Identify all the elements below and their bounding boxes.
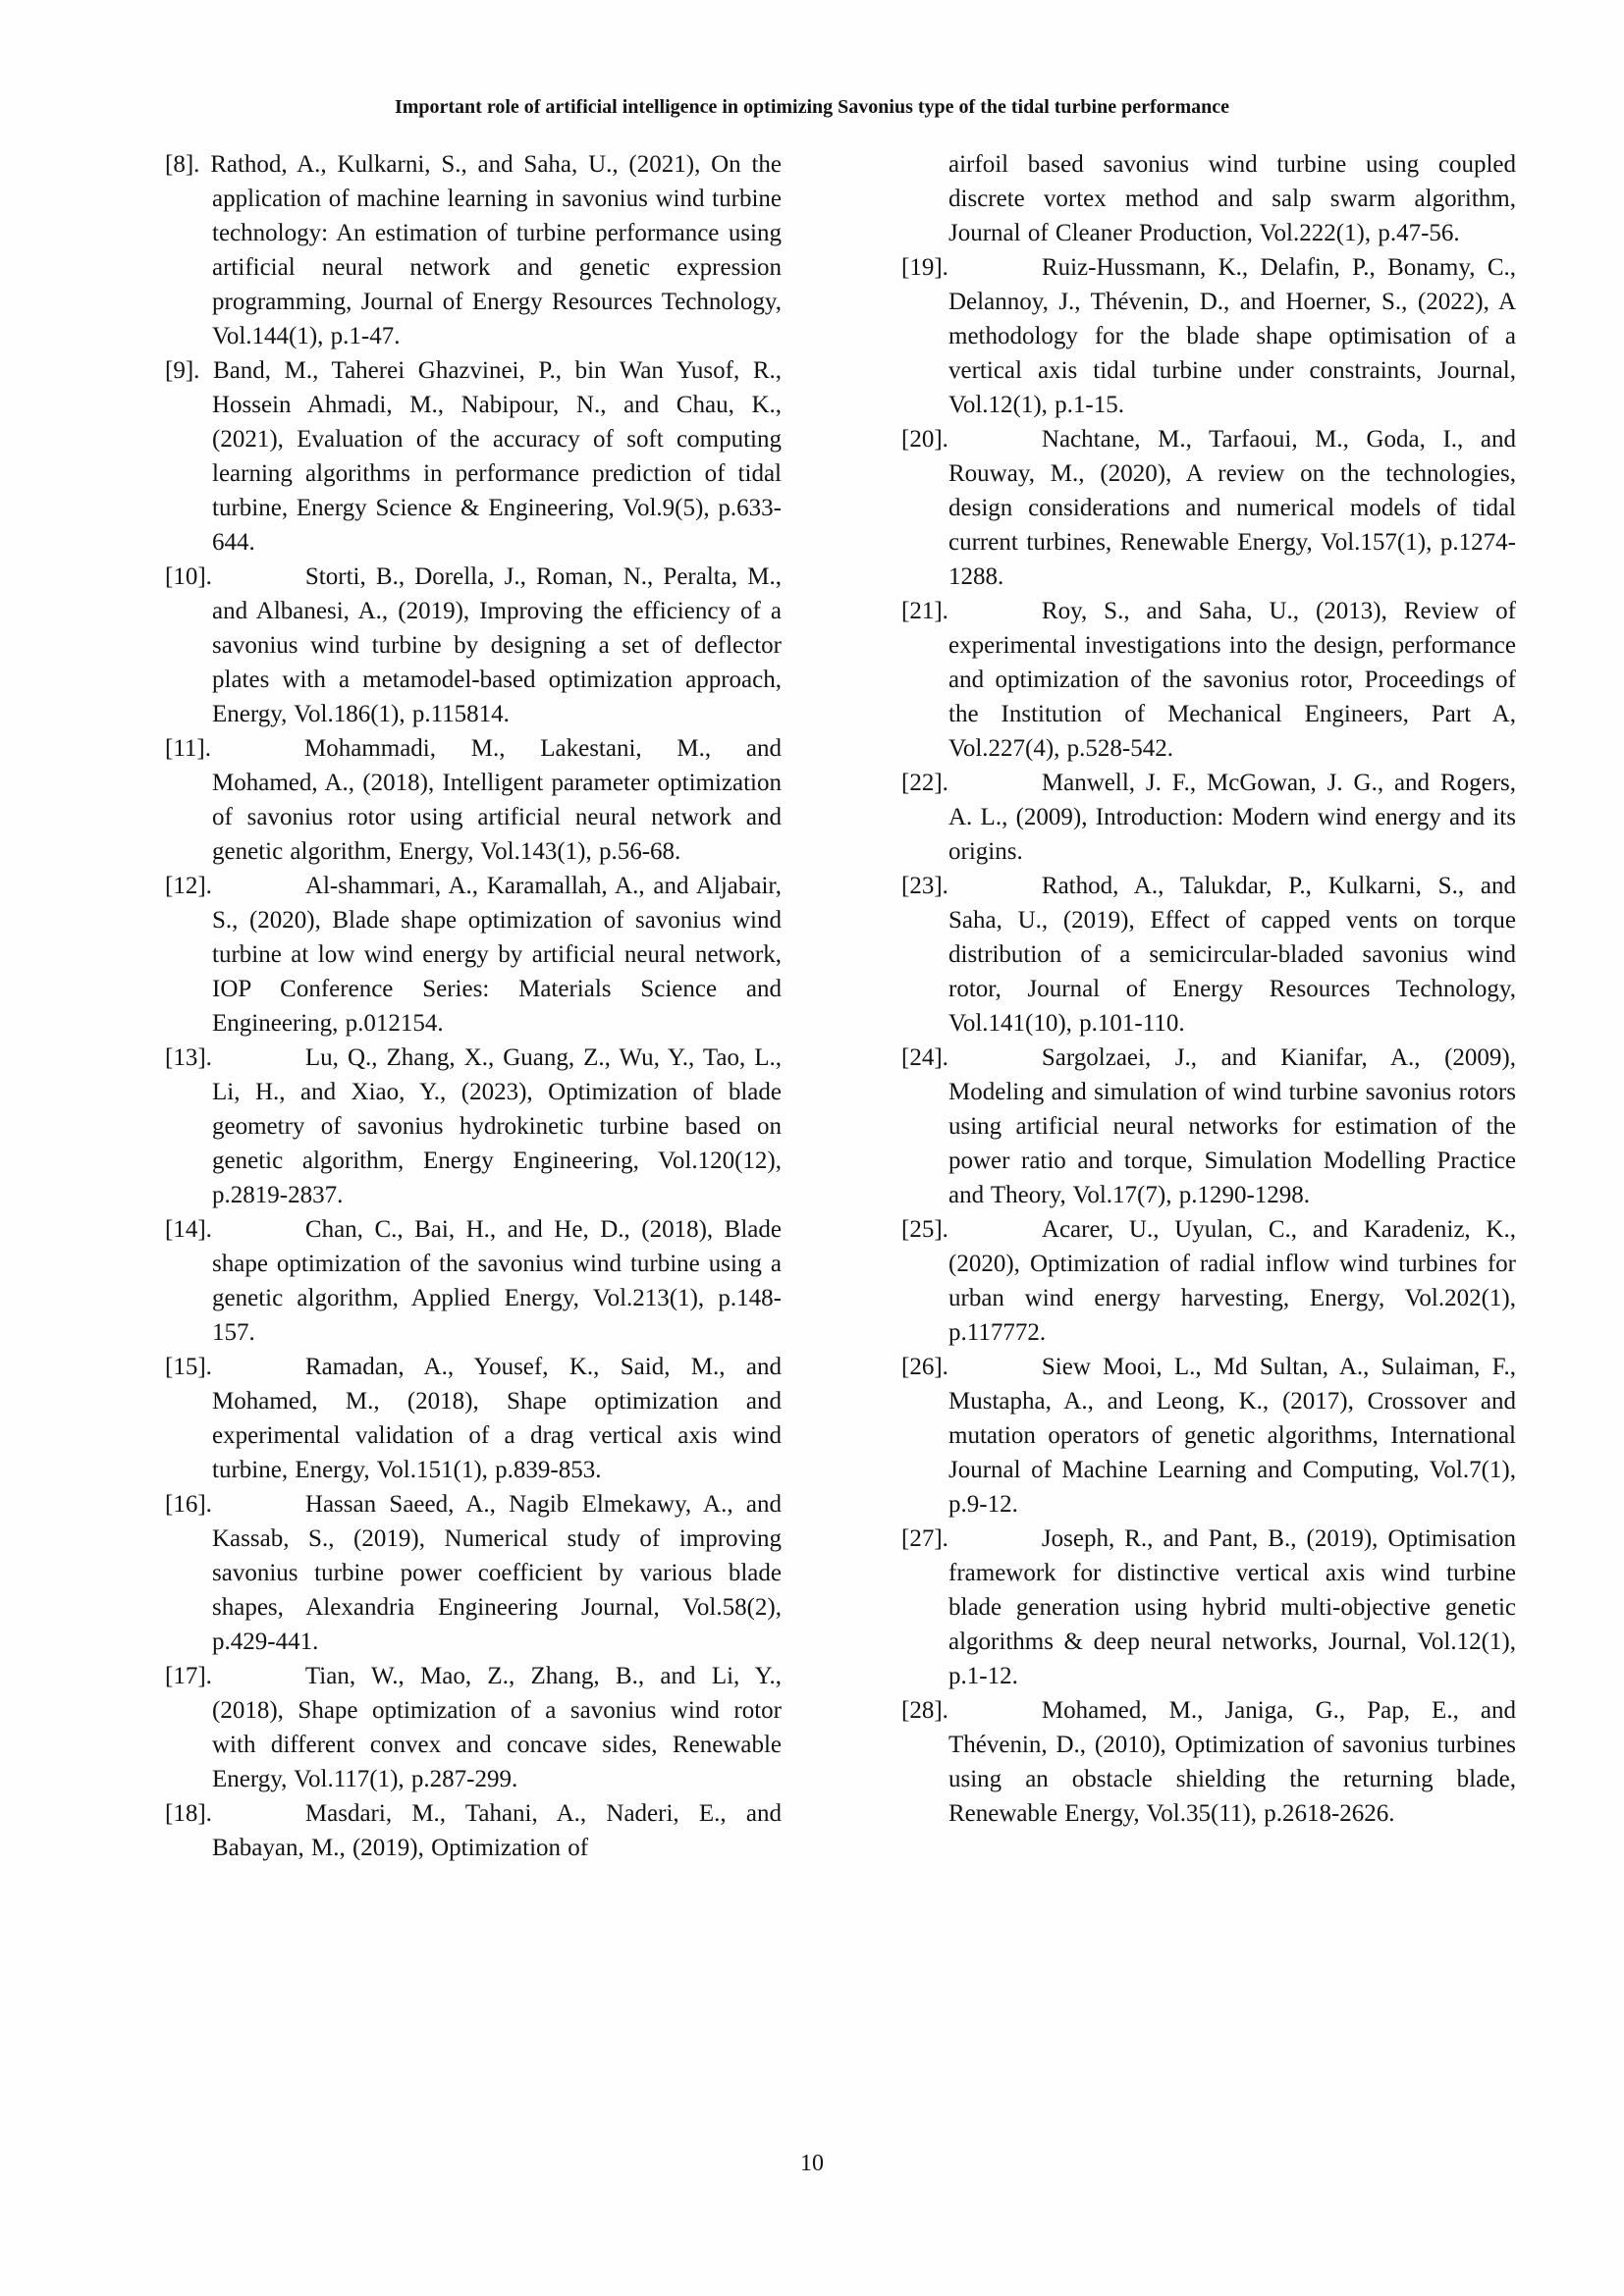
references-column-right — [901, 147, 1516, 1831]
reference-item — [165, 1487, 782, 1659]
page-number: 10 — [800, 2151, 824, 2176]
reference-item — [901, 869, 1516, 1041]
reference-number: [27]. — [901, 1525, 948, 1552]
reference-text: Acarer, U., Uyulan, C., and Karadeniz, K., (2020), Optimization of radial inflow wind turbines for urban wind energy harvesting, Energy, Vol.202(1), p.117772. — [948, 1216, 1516, 1346]
tab-spacer — [211, 755, 304, 756]
reference-number: [26]. — [901, 1354, 948, 1380]
reference-item — [165, 1796, 782, 1865]
tab-spacer — [948, 617, 1042, 618]
reference-text: Rathod, A., Talukdar, P., Kulkarni, S., and Saha, U., (2019), Effect of capped vents on torque distribution of a semicircular-bladed savonius wind rotor, Journal of Energy Resources Technology, Vol.141(10), p.101-110. — [948, 873, 1516, 1037]
reference-text: Ramadan, A., Yousef, K., Said, M., and Mohamed, M., (2018), Shape optimization and experimental validation of a drag vertical axis wind turbine, Energy, Vol.151(1), p.839-853. — [212, 1354, 782, 1483]
tab-spacer — [948, 274, 1042, 275]
reference-item — [165, 731, 782, 869]
reference-number: [11]. — [165, 735, 211, 762]
reference-text: Hassan Saeed, A., Nagib Elmekawy, A., and Kassab, S., (2019), Numerical study of improving savonius turbine power coefficient by various blade shapes, Alexandria Engineering Journal, Vol.58(2), p.429-441. — [212, 1491, 782, 1655]
reference-number: [16]. — [165, 1491, 212, 1518]
reference-number: [8]. — [165, 151, 200, 178]
tab-spacer — [212, 1064, 305, 1065]
reference-item — [901, 422, 1516, 594]
reference-text: Ruiz-Hussmann, K., Delafin, P., Bonamy, C., Delannoy, J., Thévenin, D., and Hoerner, S., (2022), A methodology for the blade shape optimisation of a vertical axis tidal turbine under constraints, Journal, Vol.12(1), p.1-15. — [948, 254, 1516, 418]
reference-text: Nachtane, M., Tarfaoui, M., Goda, I., and Rouway, M., (2020), A review on the technologies, design considerations and numerical models of tidal current turbines, Renewable Energy, Vol.157(1), p.1274-1288. — [948, 426, 1516, 590]
reference-text: Mohammadi, M., Lakestani, M., and Mohamed, A., (2018), Intelligent parameter optimization of savonius rotor using artificial neural network and genetic algorithm, Energy, Vol.143(1), p.56-68. — [212, 735, 782, 865]
tab-spacer — [948, 892, 1042, 893]
tab-spacer — [212, 583, 305, 584]
reference-number: [9]. — [165, 357, 200, 384]
reference-item — [165, 147, 782, 353]
reference-text: Sargolzaei, J., and Kianifar, A., (2009), Modeling and simulation of wind turbine savonius rotors using artificial neural networks for estimation of the power ratio and torque, Simulation Modelling Practice and Theory, Vol.17(7), p.1290-1298. — [948, 1044, 1516, 1208]
reference-item — [901, 147, 1516, 250]
reference-number: [18]. — [165, 1800, 212, 1827]
reference-number: [23]. — [901, 873, 948, 899]
reference-text: Chan, C., Bai, H., and He, D., (2018), Blade shape optimization of the savonius wind turbine using a genetic algorithm, Applied Energy, Vol.213(1), p.148-157. — [212, 1216, 782, 1346]
reference-text: Storti, B., Dorella, J., Roman, N., Peralta, M., and Albanesi, A., (2019), Improving the efficiency of a savonius wind turbine by designing a set of deflector plates with a metamodel-based optimization approach, Energy, Vol.186(1), p.115814. — [212, 563, 782, 727]
tab-spacer — [948, 1373, 1042, 1374]
reference-item — [165, 560, 782, 731]
reference-item — [165, 353, 782, 560]
reference-item — [165, 1041, 782, 1212]
reference-text: Rathod, A., Kulkarni, S., and Saha, U., (2021), On the application of machine learning in savonius wind turbine technology: An estimation of turbine performance using artificial neural network and genetic expression programming, Journal of Energy Resources Technology, Vol.144(1), p.1-47. — [199, 151, 782, 349]
reference-item — [901, 1350, 1516, 1522]
tab-spacer — [212, 892, 305, 893]
reference-text: Joseph, R., and Pant, B., (2019), Optimisation framework for distinctive vertical axis wind turbine blade generation using hybrid multi-objective genetic algorithms & deep neural networks, Journal, Vol.12(1), p.1-12. — [948, 1525, 1516, 1689]
reference-item — [901, 766, 1516, 869]
reference-text: Manwell, J. F., McGowan, J. G., and Rogers, A. L., (2009), Introduction: Modern wind energy and its origins. — [948, 770, 1516, 865]
reference-item — [901, 1693, 1516, 1831]
reference-text: Band, M., Taherei Ghazvinei, P., bin Wan Yusof, R., Hossein Ahmadi, M., Nabipour, N., and Chau, K., (2021), Evaluation of the accuracy of soft computing learning algorithms in performance prediction of tidal turbine, Energy Science & Engineering, Vol.9(5), p.633-644. — [199, 357, 782, 556]
reference-item — [901, 1522, 1516, 1693]
reference-number: [21]. — [901, 598, 948, 624]
reference-item — [165, 869, 782, 1041]
reference-text: Mohamed, M., Janiga, G., Pap, E., and Thévenin, D., (2010), Optimization of savonius turbines using an obstacle shielding the returning blade, Renewable Energy, Vol.35(11), p.2618-2626. — [948, 1697, 1516, 1827]
reference-number: [20]. — [901, 426, 948, 453]
reference-number: [17]. — [165, 1663, 212, 1689]
reference-number: [12]. — [165, 873, 212, 899]
tab-spacer — [948, 1236, 1042, 1237]
reference-item — [901, 594, 1516, 766]
tab-spacer — [948, 446, 1042, 447]
tab-spacer — [212, 1373, 305, 1374]
tab-spacer — [948, 1064, 1042, 1065]
reference-text: Siew Mooi, L., Md Sultan, A., Sulaiman, F., Mustapha, A., and Leong, K., (2017), Crossover and mutation operators of genetic algorithms, International Journal of Machine Learning and Computing, Vol.7(1), p.9-12. — [948, 1354, 1516, 1518]
tab-spacer — [212, 1682, 305, 1683]
reference-text: Tian, W., Mao, Z., Zhang, B., and Li, Y., (2018), Shape optimization of a savonius wind rotor with different convex and concave sides, Renewable Energy, Vol.117(1), p.287-299. — [212, 1663, 782, 1792]
reference-text: airfoil based savonius wind turbine using coupled discrete vortex method and salp swarm algorithm, Journal of Cleaner Production, Vol.222(1), p.47-56. — [948, 151, 1516, 246]
tab-spacer — [948, 789, 1042, 790]
reference-number: [24]. — [901, 1044, 948, 1071]
tab-spacer — [212, 1511, 305, 1512]
reference-number: [28]. — [901, 1697, 948, 1724]
reference-text: Roy, S., and Saha, U., (2013), Review of experimental investigations into the design, performance and optimization of the savonius rotor, Proceedings of the Institution of Mechanical Engineers, Part A, Vol.227(4), p.528-542. — [948, 598, 1516, 762]
reference-item — [165, 1350, 782, 1487]
reference-number: [13]. — [165, 1044, 212, 1071]
reference-item — [901, 250, 1516, 422]
reference-number: [14]. — [165, 1216, 212, 1243]
reference-number: [25]. — [901, 1216, 948, 1243]
reference-number: [19]. — [901, 254, 948, 281]
reference-item — [165, 1212, 782, 1350]
reference-text: Al-shammari, A., Karamallah, A., and Aljabair, S., (2020), Blade shape optimization of savonius wind turbine at low wind energy by artificial neural network, IOP Conference Series: Materials Science and Engineering, p.012154. — [212, 873, 782, 1037]
references-column-left — [165, 147, 782, 1865]
running-head: Important role of artificial intelligence in optimizing Savonius type of the tidal turbine performance — [394, 96, 1230, 118]
tab-spacer — [948, 1717, 1042, 1718]
reference-item — [901, 1212, 1516, 1350]
reference-number: [10]. — [165, 563, 212, 590]
reference-item — [901, 1041, 1516, 1212]
reference-text: Masdari, M., Tahani, A., Naderi, E., and Babayan, M., (2019), Optimization of — [212, 1800, 782, 1861]
tab-spacer — [212, 1820, 305, 1821]
reference-number: [22]. — [901, 770, 948, 796]
tab-spacer — [948, 1545, 1042, 1546]
reference-text: Lu, Q., Zhang, X., Guang, Z., Wu, Y., Tao, L., Li, H., and Xiao, Y., (2023), Optimization of blade geometry of savonius hydrokinetic turbine based on genetic algorithm, Energy Engineering, Vol.120(12), p.2819-2837. — [212, 1044, 782, 1208]
tab-spacer — [212, 1236, 305, 1237]
reference-item — [165, 1659, 782, 1796]
reference-number: [15]. — [165, 1354, 212, 1380]
